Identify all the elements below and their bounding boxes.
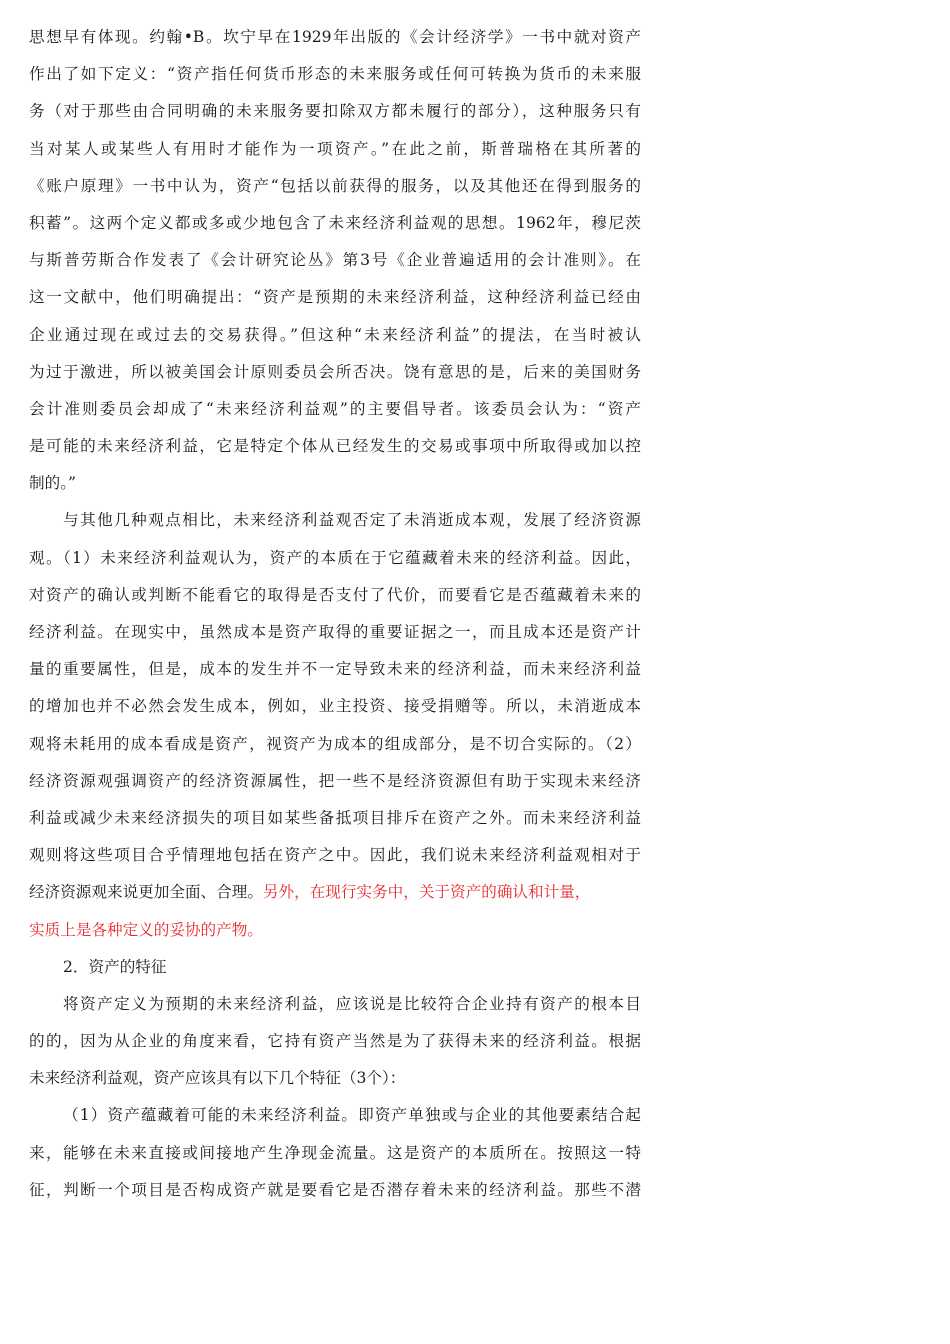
text-line: 与斯普劳斯合作发表了《会计研究论丛》第3号《企业普遍适用的会计准则》。在 bbox=[29, 251, 641, 270]
text-line: 经济利益。在现实中，虽然成本是资产取得的重要证据之一，而且成本还是资产计 bbox=[29, 623, 641, 641]
text-line: 企业通过现在或过去的交易获得。”但这种“未来经济利益”的提法，在当时被认 bbox=[29, 325, 641, 344]
text-line: 来，能够在未来直接或间接地产生净现金流量。这是资产的本质所在。按照这一特 bbox=[29, 1143, 641, 1162]
paragraph-start-line: 将资产定义为预期的未来经济利益，应该说是比较符合企业持有资产的根本目 bbox=[63, 994, 641, 1013]
text-line: 思想早有体现。约翰•B。坎宁早在1929年出版的《会计经济学》一书中就对资产 bbox=[29, 28, 641, 46]
paragraph-start-line: （1）资产蕴藏着可能的未来经济利益。即资产单独或与企业的其他要素结合起 bbox=[63, 1106, 641, 1125]
highlighted-text-line: 实质上是各种定义的妥协的产物。 bbox=[29, 920, 263, 939]
mixed-color-line bbox=[29, 874, 641, 911]
text-segment: 经济资源观来说更加全面、合理。 bbox=[29, 883, 263, 902]
text-line: 制的。” bbox=[29, 474, 76, 493]
text-line: 积蓄”。这两个定义都或多或少地包含了未来经济利益观的思想。1962年，穆尼茨 bbox=[29, 213, 641, 232]
text-line: 务（对于那些由合同明确的未来服务要扣除双方都未履行的部分），这种服务只有 bbox=[29, 102, 641, 121]
text-line: 为过于激进，所以被美国会计原则委员会所否决。饶有意思的是，后来的美国财务 bbox=[29, 362, 641, 381]
text-line: 观则将这些项目合乎情理地包括在资产之中。因此，我们说未来经济利益观相对于 bbox=[29, 846, 641, 865]
text-line: 《账户原理》一书中认为，资产“包括以前获得的服务，以及其他还在得到服务的 bbox=[29, 176, 641, 195]
text-line: 会计准则委员会却成了“未来经济利益观”的主要倡导者。该委员会认为：“资产 bbox=[29, 399, 641, 418]
text-line: 观将未耗用的成本看成是资产，视资产为成本的组成部分，是不切合实际的。（2） bbox=[29, 734, 641, 753]
text-line: 是可能的未来经济利益，它是特定个体从已经发生的交易或事项中所取得或加以控 bbox=[29, 437, 641, 456]
text-line: 观。（1）未来经济利益观认为，资产的本质在于它蕴藏着未来的经济利益。因此， bbox=[29, 548, 641, 567]
text-line: 量的重要属性，但是，成本的发生并不一定导致未来的经济利益，而未来经济利益 bbox=[29, 660, 641, 679]
text-line: 对资产的确认或判断不能看它的取得是否支付了代价，而要看它是否蕴藏着未来的 bbox=[29, 585, 641, 604]
text-line: 作出了如下定义：“资产指任何货币形态的未来服务或任何可转换为货币的未来服 bbox=[29, 65, 641, 84]
paragraph-start-line: 与其他几种观点相比，未来经济利益观否定了未消逝成本观，发展了经济资源 bbox=[63, 511, 641, 530]
text-line: 利益或减少未来经济损失的项目如某些备抵项目排斥在资产之外。而未来经济利益 bbox=[29, 808, 641, 827]
section-heading: 2．资产的特征 bbox=[63, 957, 167, 976]
text-line: 未来经济利益观，资产应该具有以下几个特征（3个）： bbox=[29, 1069, 406, 1088]
text-line: 当对某人或某些人有用时才能作为一项资产。”在此之前，斯普瑞格在其所著的 bbox=[29, 139, 641, 158]
text-line: 征，判断一个项目是否构成资产就是要看它是否潜存着未来的经济利益。那些不潜 bbox=[29, 1180, 641, 1199]
document-page bbox=[29, 19, 641, 1209]
text-line: 经济资源观强调资产的经济资源属性，把一些不是经济资源但有助于实现未来经济 bbox=[29, 771, 641, 790]
text-line: 的增加也并不必然会发生成本，例如，业主投资、接受捐赠等。所以，未消逝成本 bbox=[29, 697, 641, 716]
highlighted-text: 另外，在现行实务中，关于资产的确认和计量， bbox=[262, 883, 591, 902]
text-line: 这一文献中，他们明确提出：“资产是预期的未来经济利益，这种经济利益已经由 bbox=[29, 288, 641, 307]
text-line: 的的，因为从企业的角度来看，它持有资产当然是为了获得未来的经济利益。根据 bbox=[29, 1032, 641, 1051]
